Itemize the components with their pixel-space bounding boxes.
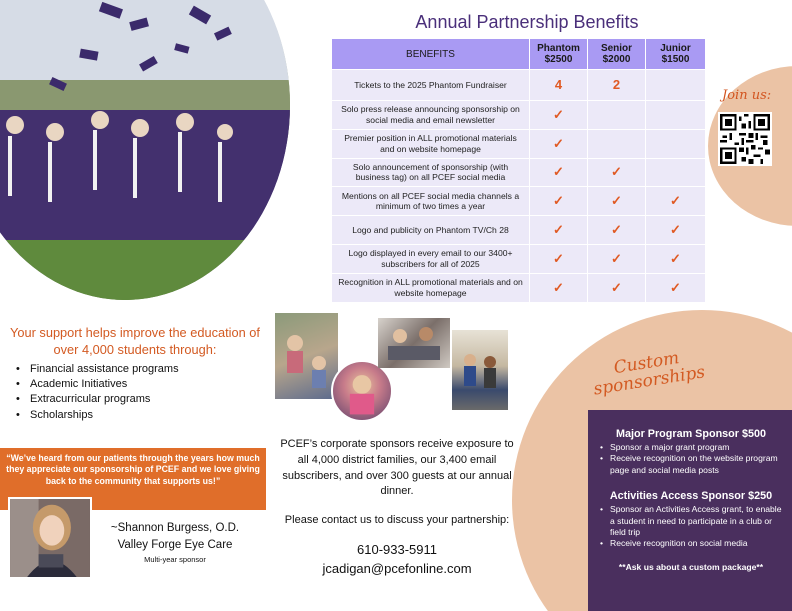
students-photo-4 bbox=[452, 330, 508, 410]
graduation-photo bbox=[0, 0, 290, 300]
table-row bbox=[332, 273, 706, 302]
support-heading: Your support helps improve the education of over 4,000 students through: bbox=[10, 325, 260, 357]
checkmark-icon: ✓ bbox=[646, 244, 706, 273]
checkmark-icon: ✓ bbox=[530, 187, 588, 216]
author-company: Valley Forge Eye Care bbox=[117, 539, 233, 552]
table-row bbox=[332, 129, 706, 158]
benefit-cell: Solo announcement of sponsorship (with business tag) on all PCEF social media bbox=[332, 158, 530, 187]
custom-sponsorships-label: Custom sponsorships bbox=[592, 348, 707, 400]
phantom-cell: 4 bbox=[530, 70, 588, 101]
senior-cell bbox=[588, 129, 646, 158]
checkmark-icon: ✓ bbox=[646, 187, 706, 216]
senior-cell bbox=[588, 101, 646, 130]
testimonial-quote: “We’ve heard from our patients through the years how much they appreciate our sponsorship of PCEF and we love giving back to the community that supports us!” bbox=[0, 448, 266, 510]
activities-sponsor-list bbox=[598, 504, 784, 550]
senior-cell: 2 bbox=[588, 70, 646, 101]
list-item: • Sponsor a major grant program bbox=[610, 442, 784, 453]
column-header-junior: Junior $1500 bbox=[646, 39, 706, 70]
join-us-label: Join us: bbox=[722, 88, 772, 103]
benefit-cell: Solo press release announcing sponsorship on social media and email newsletter bbox=[332, 101, 530, 130]
checkmark-icon: ✓ bbox=[646, 216, 706, 245]
custom-sponsorship-panel bbox=[588, 410, 792, 611]
checkmark-icon: ✓ bbox=[646, 273, 706, 302]
students-photo-1 bbox=[275, 313, 338, 399]
column-header-benefits: BENEFITS bbox=[332, 39, 530, 70]
table-row bbox=[332, 158, 706, 187]
contact-phone-link[interactable]: 610-933-5911 bbox=[357, 542, 437, 557]
list-item: • Academic Initiatives bbox=[30, 377, 179, 392]
benefit-cell: Recognition in ALL promotional materials and on website homepage bbox=[332, 273, 530, 302]
page-title: Annual Partnership Benefits bbox=[415, 12, 639, 32]
list-item: • Receive recognition on the website program page and social media posts bbox=[610, 453, 784, 476]
author-note: Multi-year sponsor bbox=[144, 555, 206, 564]
checkmark-icon: ✓ bbox=[530, 273, 588, 302]
qr-code-icon[interactable] bbox=[718, 112, 772, 166]
testimonial-author bbox=[100, 520, 250, 555]
checkmark-icon: ✓ bbox=[588, 244, 646, 273]
table-header-row bbox=[332, 39, 706, 70]
custom-package-note: **Ask us about a custom package** bbox=[618, 561, 764, 572]
checkmark-icon: ✓ bbox=[530, 129, 588, 158]
table-row bbox=[332, 216, 706, 245]
column-header-phantom: Phantom $2500 bbox=[530, 39, 588, 70]
junior-cell bbox=[646, 158, 706, 187]
table-row bbox=[332, 101, 706, 130]
checkmark-icon: ✓ bbox=[530, 244, 588, 273]
benefits-table bbox=[331, 38, 706, 303]
table-row bbox=[332, 187, 706, 216]
major-sponsor-list bbox=[598, 442, 784, 476]
checkmark-icon: ✓ bbox=[530, 158, 588, 187]
list-item: • Financial assistance programs bbox=[30, 362, 179, 377]
support-list bbox=[30, 362, 179, 423]
checkmark-icon: ✓ bbox=[588, 187, 646, 216]
activities-sponsor-title: Activities Access Sponsor $250 bbox=[609, 490, 773, 503]
benefit-cell: Premier position in ALL promotional materials and on website homepage bbox=[332, 129, 530, 158]
major-sponsor-title: Major Program Sponsor $500 bbox=[615, 428, 766, 440]
contact-intro: Please contact us to discuss your partnership: bbox=[284, 514, 510, 526]
table-row bbox=[332, 70, 706, 101]
checkmark-icon: ✓ bbox=[588, 158, 646, 187]
list-item: • Extracurricular programs bbox=[30, 392, 179, 407]
junior-cell bbox=[646, 129, 706, 158]
contact-email-link[interactable]: jcadigan@pcefonline.com bbox=[322, 561, 472, 576]
benefit-cell: Logo displayed in every email to our 3400+ subscribers for all of 2025 bbox=[332, 244, 530, 273]
benefit-cell: Logo and publicity on Phantom TV/Ch 28 bbox=[332, 216, 530, 245]
author-name: ~Shannon Burgess, O.D. bbox=[110, 522, 240, 534]
checkmark-icon: ✓ bbox=[588, 216, 646, 245]
table-row bbox=[332, 244, 706, 273]
junior-cell bbox=[646, 70, 706, 101]
students-photo-3 bbox=[378, 318, 450, 368]
checkmark-icon: ✓ bbox=[530, 216, 588, 245]
list-item: • Sponsor an Activities Access grant, to enable a student in need to participate in a club or field trip bbox=[610, 504, 784, 538]
column-header-senior: Senior $2000 bbox=[588, 39, 646, 70]
list-item: • Receive recognition on social media bbox=[610, 538, 784, 549]
checkmark-icon: ✓ bbox=[530, 101, 588, 130]
checkmark-icon: ✓ bbox=[588, 273, 646, 302]
testimonial-portrait bbox=[8, 497, 92, 579]
list-item: • Scholarships bbox=[30, 408, 179, 423]
junior-cell bbox=[646, 101, 706, 130]
students-photo-2 bbox=[331, 360, 393, 422]
benefit-cell: Mentions on all PCEF social media channels a minimum of two times a year bbox=[332, 187, 530, 216]
sponsor-exposure-paragraph: PCEF’s corporate sponsors receive exposure to all 4,000 district families, our 3,400 email subscribers, and over 300 guests at our annual dinner. bbox=[280, 438, 514, 498]
benefit-cell: Tickets to the 2025 Phantom Fundraiser bbox=[332, 70, 530, 101]
